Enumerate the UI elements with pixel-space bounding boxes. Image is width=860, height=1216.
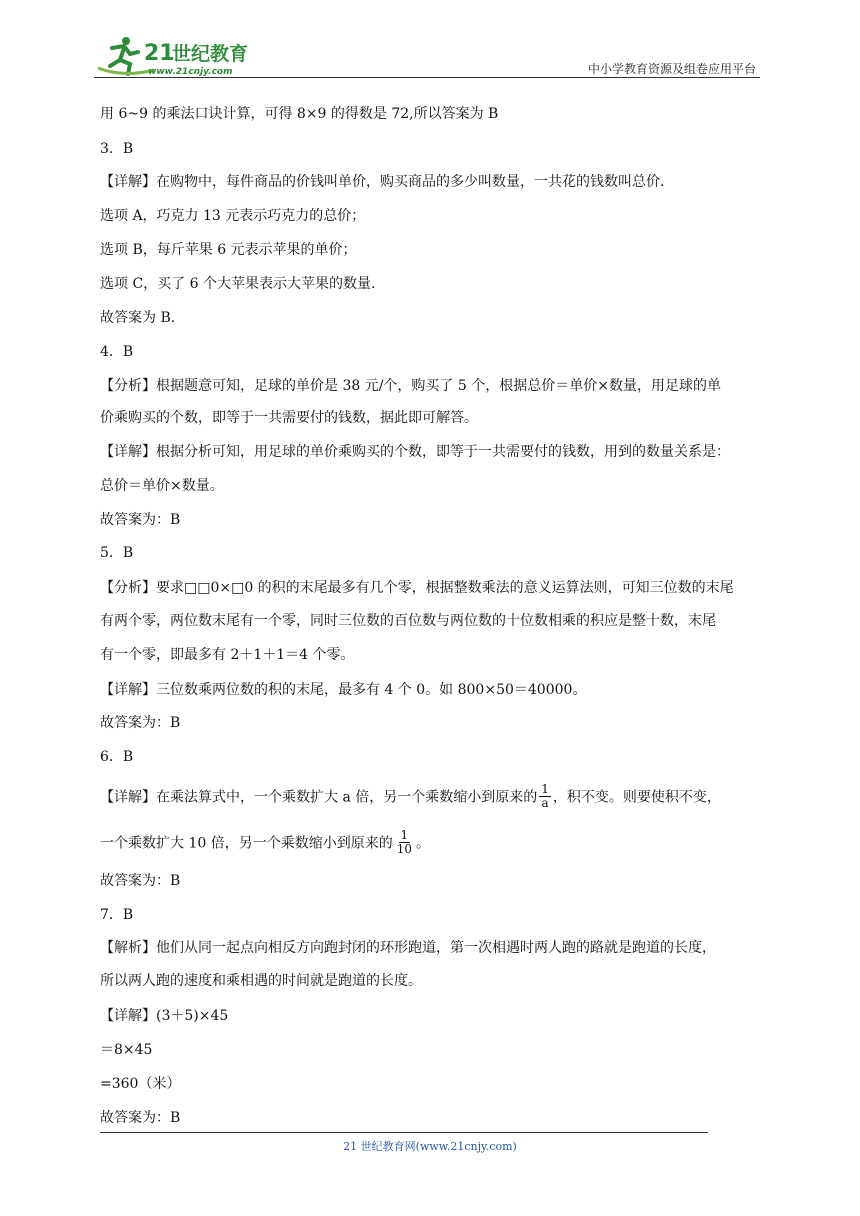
text-line: 【解析】他们从同一起点向相反方向跑封闭的环形跑道，第一次相遇时两人跑的路就是跑道的长度，: [100, 940, 716, 956]
fraction: [395, 829, 414, 856]
text-line: 有一个零，即最多有 2＋1＋1＝4 个零。: [100, 647, 355, 663]
text-line: 4．B: [100, 344, 134, 360]
page-header: [94, 34, 760, 78]
header-divider: [94, 77, 760, 78]
platform-name: 中小学教育资源及组卷应用平台: [587, 62, 756, 76]
text-line: 5．B: [100, 545, 134, 561]
text-line: 【分析】根据题意可知，足球的单价是 38 元/个，购买了 5 个，根据总价＝单价×数量，用足球的单: [100, 378, 721, 394]
site-logo: [94, 34, 274, 78]
text-line: 【分析】要求□□0×□0 的积的末尾最多有几个零，根据整数乘法的意义运算法则，可知三位数的末尾: [100, 580, 734, 596]
text-line: 选项 C，买了 6 个大苹果表示大苹果的数量.: [100, 276, 376, 292]
text-line: 3．B: [100, 141, 134, 157]
text-line: 【详解】三位数乘两位数的积的末尾，最多有 4 个 0。如 800×50＝40000。: [100, 682, 587, 698]
text-line: 7．B: [100, 907, 134, 923]
text-line: 6．B: [100, 749, 134, 765]
svg-text:世纪教育: 世纪教育: [172, 43, 249, 65]
fraction-numerator: 1: [541, 782, 549, 796]
text-segment: ，积不变。则要使积不变，: [552, 789, 721, 806]
svg-text:21: 21: [144, 41, 175, 66]
text-segment: 。: [416, 835, 430, 852]
text-line: 【详解】根据分析可知，用足球的单价乘购买的个数，即等于一共需要付的钱数，用到的数量关系是：: [100, 444, 730, 460]
fraction: [539, 783, 551, 810]
text-line-with-fraction: [100, 830, 430, 857]
text-line: 故答案为 B.: [100, 310, 176, 326]
text-segment: 一个乘数扩大 10 倍，另一个乘数缩小到原来的: [100, 835, 393, 852]
text-line: 总价＝单价×数量。: [100, 478, 224, 494]
text-line: 价乘购买的个数，即等于一共需要付的钱数，据此即可解答。: [100, 410, 478, 426]
fraction-denominator: a: [541, 796, 549, 810]
text-line: 【详解】在购物中，每件商品的价钱叫单价，购买商品的多少叫数量，一共花的钱数叫总价.: [100, 174, 665, 190]
text-line: 选项 A，巧克力 13 元表示巧克力的总价；: [100, 208, 366, 224]
text-line: ＝8×45: [100, 1042, 153, 1058]
fraction-numerator: 1: [400, 828, 409, 842]
page-footer: 21 世纪教育网(www.21cnjy.com): [343, 1140, 517, 1153]
footer-divider: [100, 1132, 708, 1133]
text-line: =360（米）: [100, 1076, 181, 1092]
text-line: 故答案为：B: [100, 715, 181, 731]
svg-text:www.21cnjy.com: www.21cnjy.com: [148, 67, 233, 77]
text-line: 故答案为：B: [100, 873, 181, 889]
text-line: 所以两人跑的速度和乘相遇的时间就是跑道的长度。: [100, 973, 422, 989]
fraction-denominator: 10: [396, 842, 412, 856]
text-line-with-fraction: [100, 784, 721, 811]
text-line: 用 6~9 的乘法口诀计算，可得 8×9 的得数是 72,所以答案为 B: [100, 106, 499, 122]
text-line: 故答案为：B: [100, 512, 181, 528]
text-line: 有两个零，两位数末尾有一个零，同时三位数的百位数与两位数的十位数相乘的积应是整十数，末尾: [100, 613, 716, 629]
text-segment: 【详解】在乘法算式中，一个乘数扩大 a 倍，另一个乘数缩小到原来的: [100, 789, 538, 806]
text-line: 【详解】(3＋5)×45: [100, 1008, 229, 1024]
text-line: 故答案为：B: [100, 1110, 181, 1126]
text-line: 选项 B，每斤苹果 6 元表示苹果的单价；: [100, 242, 357, 258]
